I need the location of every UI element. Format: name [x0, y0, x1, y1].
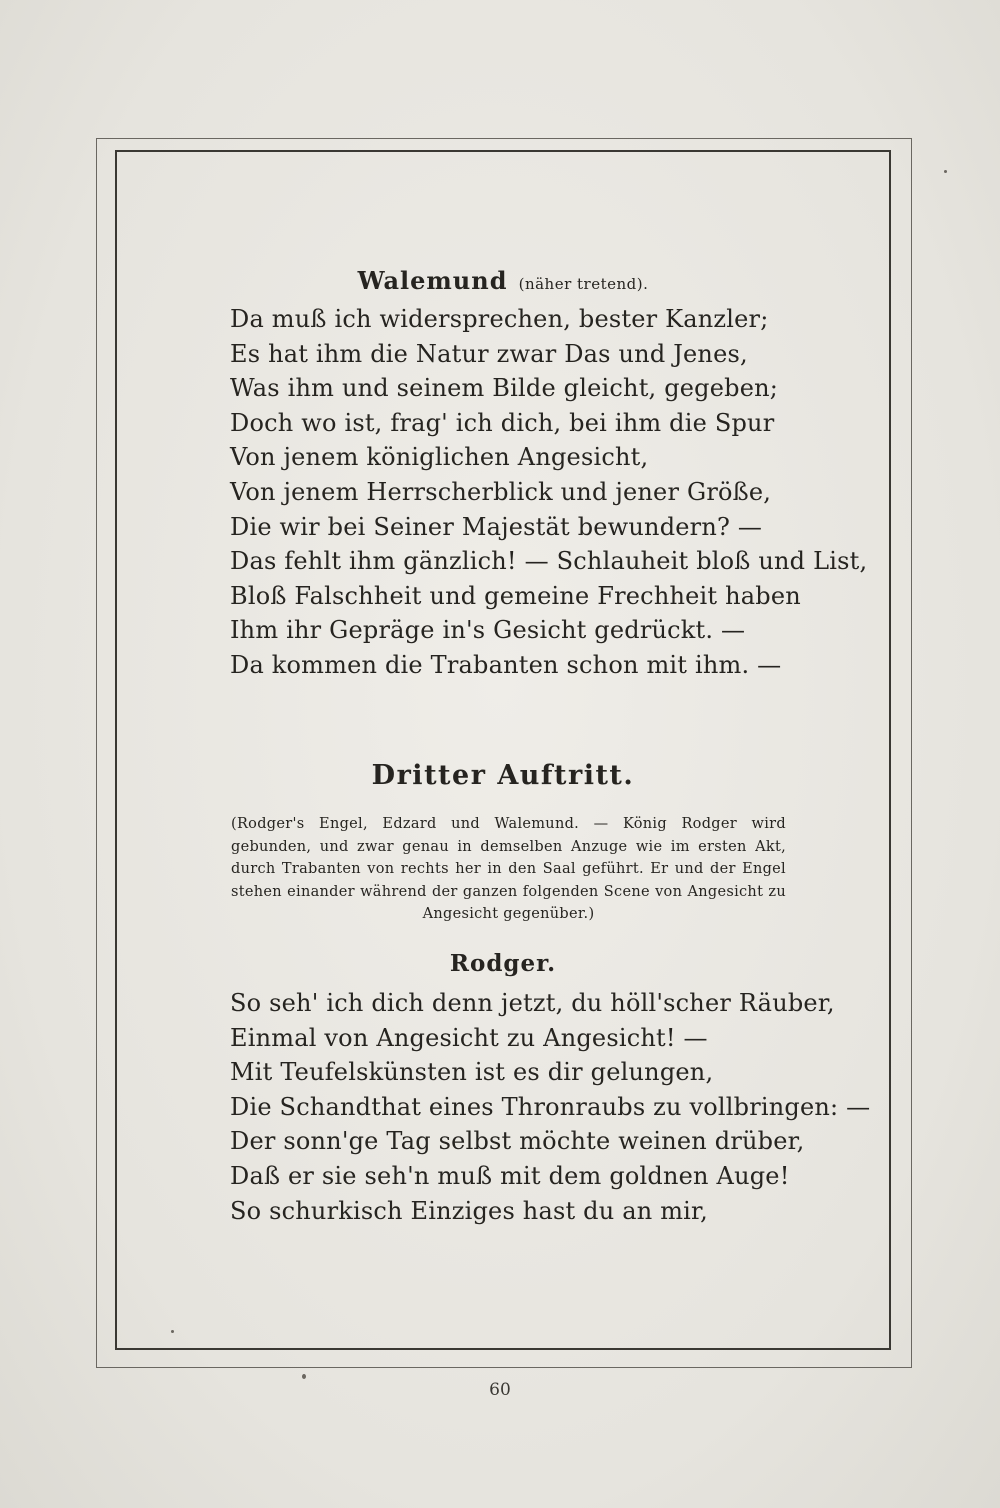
- verse-line: Da muß ich widersprechen, bester Kanzler;: [230, 305, 769, 333]
- verse-line: Die Schandthat eines Thronraubs zu vollbringen: —: [230, 1092, 871, 1121]
- page-number: 60: [489, 1380, 511, 1400]
- verse-line: Es hat ihm die Natur zwar Das und Jenes,: [230, 339, 748, 368]
- speaker-heading-walemund: [115, 266, 891, 295]
- speaker-heading-rodger: [115, 950, 891, 977]
- ink-speck: [171, 1330, 174, 1333]
- ink-speck: [944, 170, 947, 173]
- verse-line: Ihm ihr Gepräge in's Gesicht gedrückt. —: [230, 616, 746, 645]
- verse-line: So schurkisch Einziges hast du an mir,: [230, 1196, 708, 1225]
- verse-line: Einmal von Angesicht zu Angesicht! —: [230, 1023, 708, 1052]
- verse-line: Was ihm und seinem Bilde gleicht, gegeben;: [230, 374, 779, 403]
- verse-line: Die wir bei Seiner Majestät bewundern? —: [230, 512, 763, 541]
- verse-line: Das fehlt ihm gänzlich! — Schlauheit bloß und List,: [230, 547, 868, 576]
- verse-line: Der sonn'ge Tag selbst möchte weinen drüber,: [230, 1127, 805, 1156]
- stage-direction: (Rodger's Engel, Edzard und Walemund. — König Rodger wird gebunden, und zwar genau in demselben Anzuge wie im ersten Akt, durch Trabanten von rechts her in den Saal geführt. Er und der Engel stehen einander während der ganzen folgenden Scene von Angesicht zu Angesicht gegenüber.): [231, 816, 786, 922]
- verse-line: Von jenem königlichen Angesicht,: [230, 443, 649, 472]
- verse-line: Da kommen die Trabanten schon mit ihm. —: [230, 650, 782, 679]
- page-content: [115, 150, 891, 1350]
- verse-block-walemund: [230, 302, 868, 683]
- verse-line: Doch wo ist, frag' ich dich, bei ihm die Spur: [230, 408, 775, 437]
- verse-line: Bloß Falschheit und gemeine Frechheit haben: [230, 581, 801, 610]
- scene-heading: Dritter Auftritt.: [371, 760, 635, 791]
- speaker-name: Walemund: [357, 266, 508, 295]
- verse-line: Daß er sie seh'n muß mit dem goldnen Auge!: [230, 1161, 790, 1190]
- verse-line: Von jenem Herrscherblick und jener Größe,: [230, 477, 772, 506]
- verse-line: So seh' ich dich denn jetzt, du höll'scher Räuber,: [230, 989, 835, 1017]
- ink-speck: [302, 1374, 306, 1379]
- speaker-name: Rodger.: [449, 950, 557, 977]
- verse-block-rodger: [230, 986, 871, 1228]
- speaker-direction: (näher tretend).: [518, 275, 649, 293]
- verse-line: Mit Teufelskünsten ist es dir gelungen,: [230, 1058, 714, 1087]
